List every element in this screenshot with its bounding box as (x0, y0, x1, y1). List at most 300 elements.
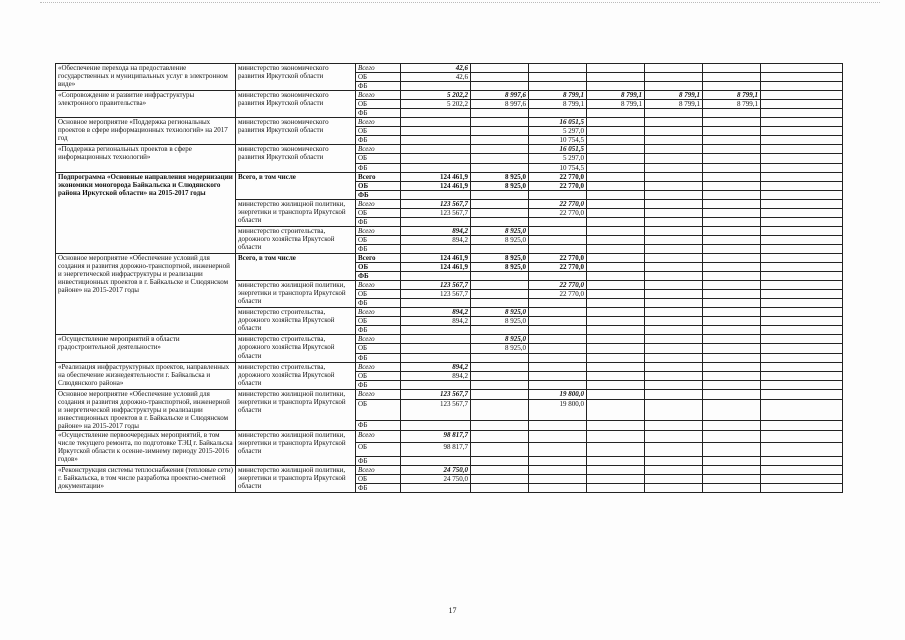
funding-source-cell: ОБ (356, 442, 401, 456)
amount-cell: 8 799,1 (703, 100, 761, 109)
funding-source-cell: ОБ (356, 371, 401, 380)
amount-cell: 10 754,5 (529, 136, 587, 145)
amount-cell (529, 272, 587, 281)
amount-cell (761, 73, 843, 82)
amount-cell (645, 430, 703, 442)
amount-cell (471, 371, 529, 380)
page-number: 17 (448, 606, 457, 615)
funding-source-cell: ФБ (356, 353, 401, 362)
amount-cell: 124 461,9 (401, 263, 471, 272)
amount-cell: 8 925,0 (471, 253, 529, 262)
amount-cell: 8 799,1 (529, 100, 587, 109)
amount-cell: 22 770,0 (529, 208, 587, 217)
funding-source-cell: ФБ (356, 244, 401, 253)
amount-cell (529, 420, 587, 430)
amount-cell: 8 925,0 (471, 226, 529, 235)
amount-cell (471, 430, 529, 442)
amount-cell: 8 925,0 (471, 181, 529, 190)
amount-cell (587, 420, 645, 430)
funding-source-cell: ФБ (356, 136, 401, 145)
amount-cell (761, 127, 843, 136)
amount-cell (471, 290, 529, 299)
amount-cell (471, 281, 529, 290)
amount-cell: 8 799,1 (587, 100, 645, 109)
executor-cell: министерство экономического развития Иркутской области (236, 91, 356, 118)
table-row (56, 335, 843, 344)
amount-cell (587, 474, 645, 483)
amount-cell (645, 344, 703, 353)
amount-cell (645, 199, 703, 208)
amount-cell (529, 483, 587, 492)
amount-cell (471, 456, 529, 465)
amount-cell (761, 217, 843, 226)
amount-cell: 22 770,0 (529, 199, 587, 208)
funding-source-cell: Всего (356, 172, 401, 181)
amount-cell (529, 465, 587, 474)
amount-cell (529, 82, 587, 91)
funding-source-cell: ФБ (356, 190, 401, 199)
amount-cell: 5 297,0 (529, 154, 587, 163)
amount-cell (471, 483, 529, 492)
table-row (56, 362, 843, 371)
funding-source-cell: ФБ (356, 326, 401, 335)
executor-cell: министерство строительства, дорожного хозяйства Иркутской области (236, 226, 356, 253)
amount-cell (645, 353, 703, 362)
amount-cell (587, 299, 645, 308)
amount-cell (703, 82, 761, 91)
amount-cell: 8 997,6 (471, 91, 529, 100)
amount-cell (761, 199, 843, 208)
amount-cell (401, 380, 471, 389)
amount-cell (587, 118, 645, 127)
amount-cell (587, 145, 645, 154)
amount-cell (645, 163, 703, 172)
amount-cell: 22 770,0 (529, 281, 587, 290)
amount-cell (703, 263, 761, 272)
amount-cell (761, 181, 843, 190)
funding-source-cell: ФБ (356, 163, 401, 172)
amount-cell (761, 82, 843, 91)
amount-cell (529, 109, 587, 118)
amount-cell: 123 567,7 (401, 208, 471, 217)
funding-source-cell: ФБ (356, 483, 401, 492)
funding-source-cell: ФБ (356, 109, 401, 118)
amount-cell (645, 317, 703, 326)
amount-cell: 894,2 (401, 362, 471, 371)
amount-cell (645, 335, 703, 344)
amount-cell (645, 172, 703, 181)
funding-source-cell: ФБ (356, 217, 401, 226)
executor-cell: министерство жилищной политики, энергетики и транспорта Иркутской области (236, 389, 356, 430)
amount-cell (703, 353, 761, 362)
amount-cell (529, 217, 587, 226)
amount-cell (703, 344, 761, 353)
amount-cell: 8 925,0 (471, 344, 529, 353)
amount-cell (703, 217, 761, 226)
amount-cell (529, 226, 587, 235)
amount-cell: 19 800,0 (529, 399, 587, 420)
amount-cell (703, 226, 761, 235)
amount-cell (471, 208, 529, 217)
amount-cell (587, 226, 645, 235)
funding-source-cell: ОБ (356, 73, 401, 82)
amount-cell (587, 465, 645, 474)
amount-cell: 16 051,5 (529, 118, 587, 127)
amount-cell (401, 163, 471, 172)
amount-cell (645, 371, 703, 380)
amount-cell (761, 253, 843, 262)
amount-cell (587, 199, 645, 208)
amount-cell (587, 127, 645, 136)
amount-cell (645, 82, 703, 91)
amount-cell (761, 317, 843, 326)
amount-cell (703, 190, 761, 199)
amount-cell: 8 925,0 (471, 263, 529, 272)
executor-cell: министерство строительства, дорожного хозяйства Иркутской области (236, 335, 356, 362)
amount-cell (761, 136, 843, 145)
amount-cell (471, 145, 529, 154)
amount-cell (401, 344, 471, 353)
program-description: «Поддержка региональных проектов в сфере информационных технологий» (56, 145, 236, 172)
amount-cell (471, 389, 529, 399)
amount-cell (471, 326, 529, 335)
amount-cell (587, 109, 645, 118)
amount-cell (645, 208, 703, 217)
budget-table-body (56, 64, 843, 493)
amount-cell: 22 770,0 (529, 181, 587, 190)
amount-cell (761, 344, 843, 353)
amount-cell (529, 344, 587, 353)
executor-cell: министерство строительства, дорожного хозяйства Иркутской области (236, 362, 356, 389)
amount-cell (645, 145, 703, 154)
amount-cell (529, 380, 587, 389)
amount-cell (471, 190, 529, 199)
funding-source-cell: ОБ (356, 127, 401, 136)
amount-cell (703, 474, 761, 483)
amount-cell: 5 297,0 (529, 127, 587, 136)
funding-source-cell: Всего (356, 430, 401, 442)
amount-cell: 22 770,0 (529, 253, 587, 262)
executor-cell: министерство экономического развития Иркутской области (236, 118, 356, 145)
funding-source-cell: Всего (356, 226, 401, 235)
amount-cell (645, 226, 703, 235)
amount-cell: 8 799,1 (645, 91, 703, 100)
amount-cell (401, 335, 471, 344)
amount-cell (471, 109, 529, 118)
amount-cell (471, 136, 529, 145)
amount-cell: 98 817,7 (401, 442, 471, 456)
amount-cell (645, 136, 703, 145)
amount-cell (401, 244, 471, 253)
amount-cell (761, 109, 843, 118)
amount-cell (471, 353, 529, 362)
amount-cell (703, 172, 761, 181)
amount-cell (703, 399, 761, 420)
amount-cell (703, 109, 761, 118)
amount-cell (645, 389, 703, 399)
amount-cell: 22 770,0 (529, 263, 587, 272)
amount-cell: 5 202,2 (401, 91, 471, 100)
amount-cell (703, 465, 761, 474)
program-description: Основное мероприятие «Поддержка региональных проектов в сфере информационных технологий» на 2017 год (56, 118, 236, 145)
amount-cell (587, 235, 645, 244)
amount-cell: 8 799,1 (529, 91, 587, 100)
funding-source-cell: Всего (356, 91, 401, 100)
amount-cell (587, 253, 645, 262)
amount-cell (703, 317, 761, 326)
amount-cell (401, 118, 471, 127)
amount-cell: 894,2 (401, 235, 471, 244)
amount-cell (471, 299, 529, 308)
program-description: Основное мероприятие «Обеспечение условий для создания и развития дорожно-транспортной, инженерной и энергетической инфраструктуры и реализации инвестиционных проектов в г. Байкальске и Слюдянском районе» на 2015-2017 годы (56, 389, 236, 430)
amount-cell (587, 389, 645, 399)
funding-source-cell: ОБ (356, 290, 401, 299)
amount-cell: 8 925,0 (471, 308, 529, 317)
table-row (56, 118, 843, 127)
amount-cell (703, 272, 761, 281)
amount-cell (645, 420, 703, 430)
amount-cell (471, 127, 529, 136)
funding-source-cell: ФБ (356, 299, 401, 308)
amount-cell (587, 317, 645, 326)
amount-cell (703, 64, 761, 73)
amount-cell: 22 770,0 (529, 172, 587, 181)
amount-cell (587, 190, 645, 199)
amount-cell (587, 399, 645, 420)
amount-cell (703, 208, 761, 217)
amount-cell: 8 799,1 (703, 91, 761, 100)
amount-cell (645, 217, 703, 226)
amount-cell (761, 483, 843, 492)
executor-cell: Всего, в том числе (236, 172, 356, 199)
executor-cell: министерство экономического развития Иркутской области (236, 64, 356, 91)
amount-cell: 8 925,0 (471, 335, 529, 344)
amount-cell (761, 172, 843, 181)
table-row (56, 172, 843, 181)
amount-cell (703, 371, 761, 380)
funding-source-cell: ОБ (356, 181, 401, 190)
amount-cell (587, 326, 645, 335)
amount-cell: 123 567,7 (401, 199, 471, 208)
amount-cell (401, 82, 471, 91)
amount-cell (761, 371, 843, 380)
amount-cell (587, 263, 645, 272)
amount-cell (587, 344, 645, 353)
amount-cell: 24 750,0 (401, 465, 471, 474)
amount-cell (703, 456, 761, 465)
amount-cell (471, 199, 529, 208)
funding-source-cell: Всего (356, 335, 401, 344)
amount-cell (645, 456, 703, 465)
amount-cell: 8 925,0 (471, 235, 529, 244)
executor-cell: министерство жилищной политики, энергетики и транспорта Иркутской области (236, 430, 356, 465)
amount-cell (761, 226, 843, 235)
amount-cell (761, 118, 843, 127)
executor-cell: министерство жилищной политики, энергетики и транспорта Иркутской области (236, 199, 356, 226)
amount-cell (401, 217, 471, 226)
amount-cell (703, 253, 761, 262)
amount-cell (529, 326, 587, 335)
amount-cell (761, 145, 843, 154)
amount-cell (401, 145, 471, 154)
amount-cell (645, 326, 703, 335)
table-row (56, 430, 843, 442)
amount-cell: 8 925,0 (471, 317, 529, 326)
amount-cell (761, 263, 843, 272)
amount-cell (529, 335, 587, 344)
amount-cell (471, 420, 529, 430)
amount-cell: 123 567,7 (401, 389, 471, 399)
amount-cell (761, 64, 843, 73)
amount-cell (529, 190, 587, 199)
amount-cell (471, 154, 529, 163)
amount-cell (703, 430, 761, 442)
amount-cell (471, 272, 529, 281)
amount-cell (401, 190, 471, 199)
amount-cell (587, 82, 645, 91)
amount-cell (587, 217, 645, 226)
program-description: «Осуществление мероприятий в области градостроительной деятельности» (56, 335, 236, 362)
executor-cell: министерство жилищной политики, энергетики и транспорта Иркутской области (236, 281, 356, 308)
amount-cell (645, 380, 703, 389)
program-description: «Обеспечение перехода на предоставление государственных и муниципальных услуг в электронном виде» (56, 64, 236, 91)
amount-cell (703, 244, 761, 253)
amount-cell (401, 420, 471, 430)
table-row (56, 465, 843, 474)
funding-source-cell: ФБ (356, 272, 401, 281)
amount-cell (471, 82, 529, 91)
table-row (56, 389, 843, 399)
amount-cell (401, 154, 471, 163)
funding-source-cell: ФБ (356, 420, 401, 430)
table-row (56, 145, 843, 154)
amount-cell (587, 442, 645, 456)
amount-cell: 10 754,5 (529, 163, 587, 172)
amount-cell (471, 399, 529, 420)
amount-cell: 8 799,1 (587, 91, 645, 100)
amount-cell: 894,2 (401, 371, 471, 380)
amount-cell: 5 202,2 (401, 100, 471, 109)
amount-cell (645, 474, 703, 483)
amount-cell (529, 362, 587, 371)
funding-source-cell: ФБ (356, 456, 401, 465)
amount-cell (529, 73, 587, 82)
amount-cell: 98 817,7 (401, 430, 471, 442)
amount-cell (401, 109, 471, 118)
amount-cell (471, 244, 529, 253)
amount-cell (645, 127, 703, 136)
program-description: «Реконструкция системы теплоснабжения (тепловые сети) г. Байкальска, в том числе разработка проектно-сметной документации» (56, 465, 236, 492)
amount-cell (703, 235, 761, 244)
amount-cell (761, 244, 843, 253)
funding-source-cell: ФБ (356, 82, 401, 91)
amount-cell (645, 465, 703, 474)
amount-cell (703, 389, 761, 399)
amount-cell (587, 380, 645, 389)
funding-source-cell: ОБ (356, 235, 401, 244)
amount-cell (587, 456, 645, 465)
amount-cell (471, 380, 529, 389)
amount-cell (529, 244, 587, 253)
amount-cell (401, 299, 471, 308)
amount-cell (645, 118, 703, 127)
amount-cell (761, 353, 843, 362)
scan-top-edge (40, 2, 880, 3)
amount-cell (587, 208, 645, 217)
amount-cell (761, 430, 843, 442)
amount-cell (761, 299, 843, 308)
amount-cell (703, 281, 761, 290)
amount-cell: 24 750,0 (401, 474, 471, 483)
amount-cell (703, 73, 761, 82)
amount-cell (703, 442, 761, 456)
amount-cell (761, 474, 843, 483)
funding-source-cell: Всего (356, 465, 401, 474)
amount-cell (645, 290, 703, 299)
funding-source-cell: ОБ (356, 399, 401, 420)
amount-cell (401, 127, 471, 136)
amount-cell (761, 442, 843, 456)
funding-source-cell: Всего (356, 389, 401, 399)
amount-cell (761, 335, 843, 344)
amount-cell: 19 800,0 (529, 389, 587, 399)
funding-source-cell: Всего (356, 253, 401, 262)
amount-cell (587, 136, 645, 145)
funding-source-cell: Всего (356, 199, 401, 208)
amount-cell (471, 73, 529, 82)
amount-cell (761, 399, 843, 420)
amount-cell (587, 181, 645, 190)
amount-cell (645, 154, 703, 163)
amount-cell (761, 465, 843, 474)
amount-cell: 124 461,9 (401, 181, 471, 190)
amount-cell (529, 430, 587, 442)
amount-cell: 42,6 (401, 73, 471, 82)
funding-source-cell: ФБ (356, 380, 401, 389)
amount-cell (401, 353, 471, 362)
amount-cell (761, 208, 843, 217)
amount-cell (761, 380, 843, 389)
executor-cell: Всего, в том числе (236, 253, 356, 280)
amount-cell: 42,6 (401, 64, 471, 73)
program-description: Основное мероприятие «Обеспечение условий для создания и развития дорожно-транспортной, инженерной и энергетической инфраструктуры и реализации инвестиционных проектов в г. Байкальске и Слюдянском районе» на 2015-2017 годы (56, 253, 236, 334)
amount-cell (587, 362, 645, 371)
amount-cell (587, 353, 645, 362)
amount-cell (529, 442, 587, 456)
amount-cell (587, 430, 645, 442)
funding-source-cell: ОБ (356, 154, 401, 163)
amount-cell: 22 770,0 (529, 290, 587, 299)
funding-source-cell: Всего (356, 145, 401, 154)
funding-source-cell: Всего (356, 281, 401, 290)
amount-cell (703, 483, 761, 492)
amount-cell (401, 456, 471, 465)
amount-cell (703, 420, 761, 430)
amount-cell: 123 567,7 (401, 281, 471, 290)
amount-cell (529, 474, 587, 483)
amount-cell (645, 109, 703, 118)
amount-cell (587, 154, 645, 163)
amount-cell (529, 353, 587, 362)
funding-source-cell: ОБ (356, 208, 401, 217)
amount-cell (471, 217, 529, 226)
amount-cell (703, 326, 761, 335)
budget-table (55, 63, 843, 493)
amount-cell (587, 64, 645, 73)
amount-cell: 16 051,5 (529, 145, 587, 154)
amount-cell (645, 483, 703, 492)
amount-cell (645, 244, 703, 253)
